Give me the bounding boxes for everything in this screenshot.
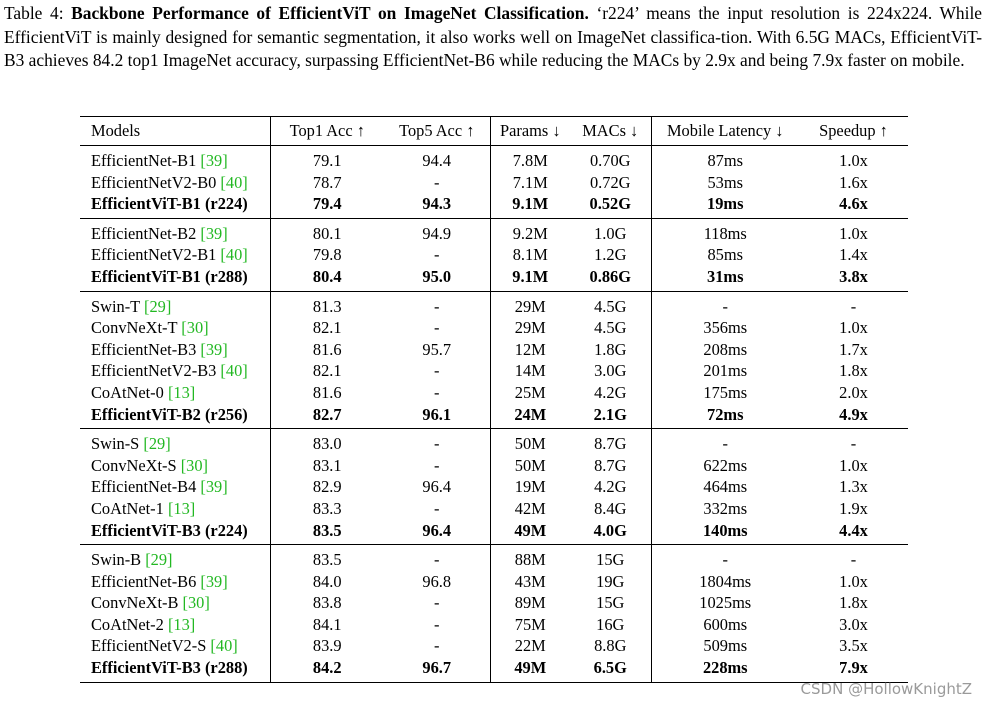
model-name: EfficientViT-B1 (r224) — [91, 194, 248, 214]
top5-cell: - — [434, 455, 440, 475]
results-table — [80, 116, 908, 683]
model-name: EfficientNetV2-B3 — [91, 361, 221, 381]
table-group — [80, 291, 908, 429]
params-cell: 25M — [490, 382, 570, 404]
top5-cell: - — [434, 361, 440, 381]
table-row — [80, 614, 908, 636]
model-name: EfficientNet-B2 — [91, 223, 201, 243]
speedup-cell: 4.9x — [799, 404, 908, 429]
table-row — [80, 382, 908, 404]
speedup-cell: 1.0x — [839, 571, 868, 591]
top5-cell: 95.0 — [384, 266, 490, 291]
citation-link[interactable]: [40] — [220, 361, 248, 381]
table-group — [80, 146, 908, 219]
table-row — [80, 339, 908, 361]
citation-link[interactable]: [40] — [210, 636, 238, 656]
model-name-cell — [80, 244, 270, 266]
table-row — [80, 266, 908, 291]
citation-link[interactable]: [13] — [167, 382, 196, 402]
citation-link[interactable]: [29] — [143, 296, 172, 316]
top1-cell: 81.3 — [270, 291, 384, 317]
params-cell: 9.1M — [490, 193, 570, 218]
speedup-cell: 4.6x — [799, 193, 908, 218]
speedup-cell: 1.7x — [839, 339, 868, 359]
model-name-cell — [80, 193, 270, 218]
model-name-cell — [80, 635, 270, 657]
table-row — [80, 360, 908, 382]
model-name: EfficientViT-B2 (r256) — [91, 404, 248, 424]
params-cell: 50M — [490, 455, 570, 477]
params-cell: 29M — [490, 317, 570, 339]
speedup-cell: 1.6x — [839, 172, 868, 192]
speedup-cell: 1.8x — [839, 593, 868, 613]
top5-cell: - — [434, 636, 440, 656]
top1-cell: 83.8 — [270, 592, 384, 614]
table-group — [80, 218, 908, 291]
model-name-cell — [80, 614, 270, 636]
table-row — [80, 193, 908, 218]
citation-link[interactable]: [40] — [220, 245, 248, 265]
latency-cell: 201ms — [651, 360, 799, 382]
params-cell: 42M — [490, 498, 570, 520]
speedup-cell: 1.8x — [839, 361, 868, 381]
latency-cell: 140ms — [651, 520, 799, 545]
latency-cell: 31ms — [651, 266, 799, 291]
macs-cell: 4.2G — [594, 477, 627, 497]
params-cell: 24M — [490, 404, 570, 429]
top1-cell: 83.5 — [270, 545, 384, 571]
model-name: CoAtNet-1 — [91, 498, 168, 518]
speedup-cell: 4.4x — [799, 520, 908, 545]
model-name: Swin-T — [91, 296, 144, 316]
macs-cell: 15G — [596, 593, 625, 613]
top1-cell: 79.8 — [270, 244, 384, 266]
table-row — [80, 476, 908, 498]
citation-link[interactable]: [30] — [181, 318, 209, 338]
model-name: EfficientNetV2-B0 — [91, 172, 221, 192]
model-name: ConvNeXt-B — [91, 593, 183, 613]
table-caption — [4, 2, 982, 73]
top5-cell: - — [434, 614, 440, 634]
model-name-cell — [80, 429, 270, 455]
macs-cell: 4.5G — [594, 296, 627, 316]
model-name-cell — [80, 172, 270, 194]
top1-cell: 80.1 — [270, 218, 384, 244]
citation-link[interactable]: [39] — [200, 223, 228, 243]
params-cell: 89M — [490, 592, 570, 614]
macs-cell: 19G — [596, 571, 625, 591]
latency-cell: - — [651, 429, 799, 455]
model-name-cell — [80, 266, 270, 291]
macs-cell: 0.86G — [570, 266, 651, 291]
top5-cell: 96.4 — [384, 520, 490, 545]
model-name: Swin-B — [91, 550, 146, 570]
params-cell: 14M — [490, 360, 570, 382]
top1-cell: 81.6 — [270, 382, 384, 404]
params-cell: 88M — [490, 545, 570, 571]
macs-cell: 1.8G — [594, 339, 627, 359]
top1-cell: 84.1 — [270, 614, 384, 636]
latency-cell: 464ms — [651, 476, 799, 498]
latency-cell: 208ms — [651, 339, 799, 361]
table-row — [80, 657, 908, 682]
macs-cell: 4.0G — [570, 520, 651, 545]
model-name-cell — [80, 455, 270, 477]
model-name: EfficientNet-B6 — [91, 571, 201, 591]
latency-cell: 19ms — [651, 193, 799, 218]
model-name-cell — [80, 657, 270, 682]
latency-cell: 87ms — [651, 146, 799, 172]
table-row — [80, 545, 908, 571]
speedup-cell: 1.9x — [839, 498, 868, 518]
citation-link[interactable]: [30] — [180, 455, 209, 475]
latency-cell: 85ms — [651, 244, 799, 266]
citation-link[interactable]: [30] — [182, 593, 210, 613]
latency-cell: 600ms — [651, 614, 799, 636]
top5-cell: - — [434, 593, 440, 613]
header-models: Models — [80, 117, 270, 146]
macs-cell: 15G — [596, 550, 625, 570]
params-cell: 7.1M — [490, 172, 570, 194]
citation-link[interactable]: [39] — [200, 339, 228, 359]
model-name-cell — [80, 476, 270, 498]
caption-body: ‘r224’ means the input resolution is 224x224. While EfficientViT is mainly designed for semantic segmentation, it also works well on ImageNet classifica-tion. With 6.5G MACs, EfficientViT-B3 achieves 84.2 top1 ImageNet accuracy, surpassing EfficientNet-B6 while reducing the MACs by 2.9x and being 7.9x faster on mobile. — [4, 3, 983, 70]
latency-cell: 228ms — [651, 657, 799, 682]
top1-cell: 78.7 — [270, 172, 384, 194]
top1-cell: 82.1 — [270, 360, 384, 382]
citation-link[interactable]: [39] — [200, 571, 228, 591]
table-row — [80, 571, 908, 593]
top1-cell: 82.7 — [270, 404, 384, 429]
model-name-cell — [80, 545, 270, 571]
table-row — [80, 455, 908, 477]
model-name-cell — [80, 317, 270, 339]
speedup-cell: 7.9x — [799, 657, 908, 682]
macs-cell: 4.5G — [594, 318, 627, 338]
speedup-cell: 1.4x — [839, 245, 868, 265]
model-name-cell — [80, 146, 270, 172]
model-name-cell — [80, 498, 270, 520]
top5-cell: 96.8 — [422, 571, 452, 591]
model-name: EfficientViT-B3 (r224) — [91, 520, 248, 540]
speedup-cell: - — [850, 550, 857, 570]
speedup-cell: 2.0x — [839, 382, 868, 402]
macs-cell: 6.5G — [570, 657, 651, 682]
model-name-cell — [80, 592, 270, 614]
speedup-cell: 1.0x — [839, 151, 868, 170]
header-top5: Top5 Acc ↑ — [384, 117, 490, 146]
params-cell: 19M — [490, 476, 570, 498]
speedup-cell: - — [850, 434, 857, 454]
table-header-row — [80, 117, 908, 146]
caption-label: Table 4: — [4, 3, 64, 23]
model-name-cell — [80, 360, 270, 382]
top1-cell: 83.9 — [270, 635, 384, 657]
citation-link[interactable]: [13] — [167, 614, 196, 634]
top1-cell: 81.6 — [270, 339, 384, 361]
model-name: CoAtNet-0 — [91, 382, 168, 402]
top5-cell: 94.3 — [384, 193, 490, 218]
macs-cell: 8.7G — [594, 434, 627, 454]
params-cell: 8.1M — [490, 244, 570, 266]
latency-cell: 118ms — [651, 218, 799, 244]
latency-cell: - — [651, 291, 799, 317]
caption-title: Backbone Performance of EfficientViT on ImageNet Classification. — [71, 3, 589, 23]
citation-link[interactable]: [39] — [200, 151, 228, 170]
latency-cell: 1025ms — [651, 592, 799, 614]
table-row — [80, 244, 908, 266]
speedup-cell: - — [850, 296, 857, 316]
params-cell: 9.2M — [490, 218, 570, 244]
latency-cell: 356ms — [651, 317, 799, 339]
top1-cell: 83.3 — [270, 498, 384, 520]
citation-link[interactable]: [13] — [167, 498, 196, 518]
model-name-cell — [80, 339, 270, 361]
top1-cell: 79.1 — [270, 146, 384, 172]
params-cell: 9.1M — [490, 266, 570, 291]
citation-link[interactable]: [39] — [200, 477, 228, 497]
macs-cell: 2.1G — [570, 404, 651, 429]
speedup-cell: 1.3x — [839, 477, 868, 497]
top5-cell: - — [434, 550, 440, 570]
model-name-cell — [80, 218, 270, 244]
top5-cell: 94.4 — [422, 151, 452, 170]
top1-cell: 84.0 — [270, 571, 384, 593]
citation-link[interactable]: [29] — [145, 550, 173, 570]
table-row — [80, 317, 908, 339]
params-cell: 7.8M — [490, 146, 570, 172]
macs-cell: 8.7G — [594, 455, 627, 475]
table-row — [80, 429, 908, 455]
model-name: ConvNeXt-S — [91, 455, 181, 475]
speedup-cell: 1.0x — [839, 455, 868, 475]
table-row — [80, 592, 908, 614]
macs-cell: 0.52G — [570, 193, 651, 218]
params-cell: 50M — [490, 429, 570, 455]
citation-link[interactable]: [29] — [143, 434, 171, 454]
table-row — [80, 498, 908, 520]
model-name-cell — [80, 571, 270, 593]
header-latency: Mobile Latency ↓ — [651, 117, 799, 146]
latency-cell: - — [651, 545, 799, 571]
speedup-cell: 1.0x — [839, 318, 868, 338]
params-cell: 49M — [490, 657, 570, 682]
model-name: EfficientNet-B1 — [91, 151, 201, 170]
top5-cell: - — [434, 434, 440, 454]
top5-cell: - — [434, 318, 440, 338]
speedup-cell: 3.0x — [839, 614, 868, 634]
top5-cell: - — [434, 382, 440, 402]
model-name-cell — [80, 291, 270, 317]
table-row — [80, 635, 908, 657]
table-row — [80, 172, 908, 194]
params-cell: 22M — [490, 635, 570, 657]
speedup-cell: 3.8x — [799, 266, 908, 291]
speedup-cell: 3.5x — [839, 636, 868, 656]
table-row — [80, 146, 908, 172]
header-speedup: Speedup ↑ — [799, 117, 908, 146]
model-name: ConvNeXt-T — [91, 318, 182, 338]
top1-cell: 84.2 — [270, 657, 384, 682]
top5-cell: 95.7 — [422, 339, 452, 359]
macs-cell: 8.8G — [594, 636, 627, 656]
top5-cell: 96.7 — [384, 657, 490, 682]
model-name: Swin-S — [91, 434, 144, 454]
top1-cell: 83.0 — [270, 429, 384, 455]
top5-cell: 96.4 — [422, 477, 452, 497]
speedup-cell: 1.0x — [839, 223, 868, 243]
latency-cell: 622ms — [651, 455, 799, 477]
top1-cell: 82.9 — [270, 476, 384, 498]
macs-cell: 0.72G — [589, 172, 631, 192]
params-cell: 75M — [490, 614, 570, 636]
table-row — [80, 404, 908, 429]
latency-cell: 72ms — [651, 404, 799, 429]
results-table-container — [80, 116, 908, 683]
top5-cell: 96.1 — [384, 404, 490, 429]
macs-cell: 3.0G — [594, 361, 627, 381]
watermark: CSDN @HollowKnightZ — [800, 680, 972, 698]
header-params: Params ↓ — [490, 117, 570, 146]
macs-cell: 16G — [596, 614, 625, 634]
macs-cell: 1.2G — [594, 245, 627, 265]
model-name: CoAtNet-2 — [91, 614, 168, 634]
header-macs: MACs ↓ — [570, 117, 651, 146]
macs-cell: 1.0G — [594, 223, 627, 243]
model-name: EfficientViT-B1 (r288) — [91, 266, 248, 286]
latency-cell: 175ms — [651, 382, 799, 404]
top5-cell: - — [434, 172, 440, 192]
top5-cell: - — [434, 296, 440, 316]
params-cell: 12M — [490, 339, 570, 361]
params-cell: 49M — [490, 520, 570, 545]
model-name-cell — [80, 404, 270, 429]
latency-cell: 1804ms — [651, 571, 799, 593]
table-group — [80, 429, 908, 545]
macs-cell: 0.70G — [589, 151, 631, 170]
table-group — [80, 545, 908, 683]
model-name: EfficientNet-B4 — [91, 477, 201, 497]
top5-cell: - — [434, 245, 440, 265]
model-name: EfficientNetV2-S — [91, 636, 211, 656]
params-cell: 29M — [490, 291, 570, 317]
model-name: EfficientViT-B3 (r288) — [91, 658, 248, 678]
top1-cell: 82.1 — [270, 317, 384, 339]
macs-cell: 8.4G — [594, 498, 627, 518]
model-name-cell — [80, 382, 270, 404]
top5-cell: - — [434, 498, 440, 518]
model-name: EfficientNet-B3 — [91, 339, 201, 359]
top1-cell: 79.4 — [270, 193, 384, 218]
latency-cell: 332ms — [651, 498, 799, 520]
citation-link[interactable]: [40] — [220, 172, 248, 192]
top5-cell: 94.9 — [422, 223, 452, 243]
top1-cell: 80.4 — [270, 266, 384, 291]
top1-cell: 83.1 — [270, 455, 384, 477]
macs-cell: 4.2G — [594, 382, 627, 402]
params-cell: 43M — [490, 571, 570, 593]
table-row — [80, 291, 908, 317]
model-name-cell — [80, 520, 270, 545]
model-name: EfficientNetV2-B1 — [91, 245, 221, 265]
latency-cell: 509ms — [651, 635, 799, 657]
header-top1: Top1 Acc ↑ — [270, 117, 384, 146]
latency-cell: 53ms — [651, 172, 799, 194]
table-row — [80, 218, 908, 244]
top1-cell: 83.5 — [270, 520, 384, 545]
table-row — [80, 520, 908, 545]
